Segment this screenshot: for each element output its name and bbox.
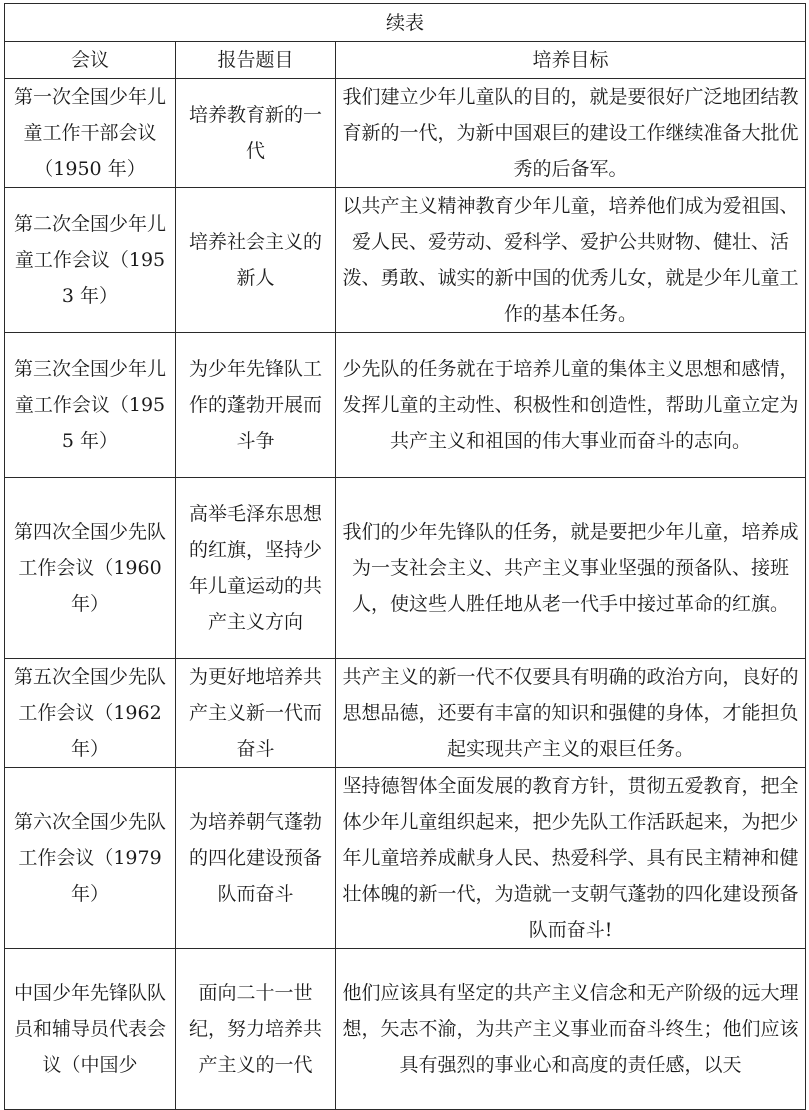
meeting-cell: 第三次全国少年儿童工作会议（1955 年） xyxy=(5,333,176,478)
table-row xyxy=(5,188,806,333)
report-cell: 高举毛泽东思想的红旗，坚持少年儿童运动的共产主义方向 xyxy=(176,478,336,659)
header-goal: 培养目标 xyxy=(336,42,806,79)
meeting-cell: 中国少年先锋队队员和辅导员代表会议（中国少 xyxy=(5,949,176,1110)
table-header-row xyxy=(5,42,806,79)
report-cell: 为培养朝气蓬勃的四化建设预备队而奋斗 xyxy=(176,768,336,949)
meeting-table xyxy=(4,3,806,1110)
goal-cell: 少先队的任务就在于培养儿童的集体主义思想和感情，发挥儿童的主动性、积极性和创造性，帮助儿童立定为共产主义和祖国的伟大事业而奋斗的志向。 xyxy=(336,333,806,478)
meeting-cell: 第一次全国少年儿童工作干部会议（1950 年） xyxy=(5,79,176,188)
goal-cell: 我们的少年先锋队的任务，就是要把少年儿童，培养成为一支社会主义、共产主义事业坚强的预备队、接班人，使这些人胜任地从老一代手中接过革命的红旗。 xyxy=(336,478,806,659)
goal-cell: 以共产主义精神教育少年儿童，培养他们成为爱祖国、爱人民、爱劳动、爱科学、爱护公共财物、健壮、活泼、勇敢、诚实的新中国的优秀儿女，就是少年儿童工作的基本任务。 xyxy=(336,188,806,333)
meeting-cell: 第二次全国少年儿童工作会议（1953 年） xyxy=(5,188,176,333)
meeting-cell: 第四次全国少先队工作会议（1960 年） xyxy=(5,478,176,659)
header-report: 报告题目 xyxy=(176,42,336,79)
table-row xyxy=(5,79,806,188)
report-cell: 为少年先锋队工作的蓬勃开展而斗争 xyxy=(176,333,336,478)
goal-cell: 共产主义的新一代不仅要具有明确的政治方向，良好的思想品德，还要有丰富的知识和强健的身体，才能担负起实现共产主义的艰巨任务。 xyxy=(336,659,806,768)
goal-cell: 他们应该具有坚定的共产主义信念和无产阶级的远大理想，矢志不渝，为共产主义事业而奋斗终生；他们应该具有强烈的事业心和高度的责任感，以天 xyxy=(336,949,806,1110)
goal-cell: 我们建立少年儿童队的目的，就是要很好广泛地团结教育新的一代，为新中国艰巨的建设工作继续准备大批优秀的后备军。 xyxy=(336,79,806,188)
table-title: 续表 xyxy=(5,4,806,42)
table-title-row xyxy=(5,4,806,42)
report-cell: 面向二十一世纪，努力培养共产主义的一代 xyxy=(176,949,336,1110)
table-row xyxy=(5,333,806,478)
header-meeting: 会议 xyxy=(5,42,176,79)
report-cell: 培养社会主义的新人 xyxy=(176,188,336,333)
table-row xyxy=(5,659,806,768)
table-row xyxy=(5,768,806,949)
goal-cell: 坚持德智体全面发展的教育方针，贯彻五爱教育，把全体少年儿童组织起来，把少先队工作活跃起来，为把少年儿童培养成献身人民、热爱科学、具有民主精神和健壮体魄的新一代，为造就一支朝气蓬勃的四化建设预备队而奋斗! xyxy=(336,768,806,949)
table-row xyxy=(5,949,806,1110)
report-cell: 为更好地培养共产主义新一代而奋斗 xyxy=(176,659,336,768)
report-cell: 培养教育新的一代 xyxy=(176,79,336,188)
table-row xyxy=(5,478,806,659)
meeting-cell: 第五次全国少先队工作会议（1962 年） xyxy=(5,659,176,768)
meeting-cell: 第六次全国少先队工作会议（1979 年） xyxy=(5,768,176,949)
